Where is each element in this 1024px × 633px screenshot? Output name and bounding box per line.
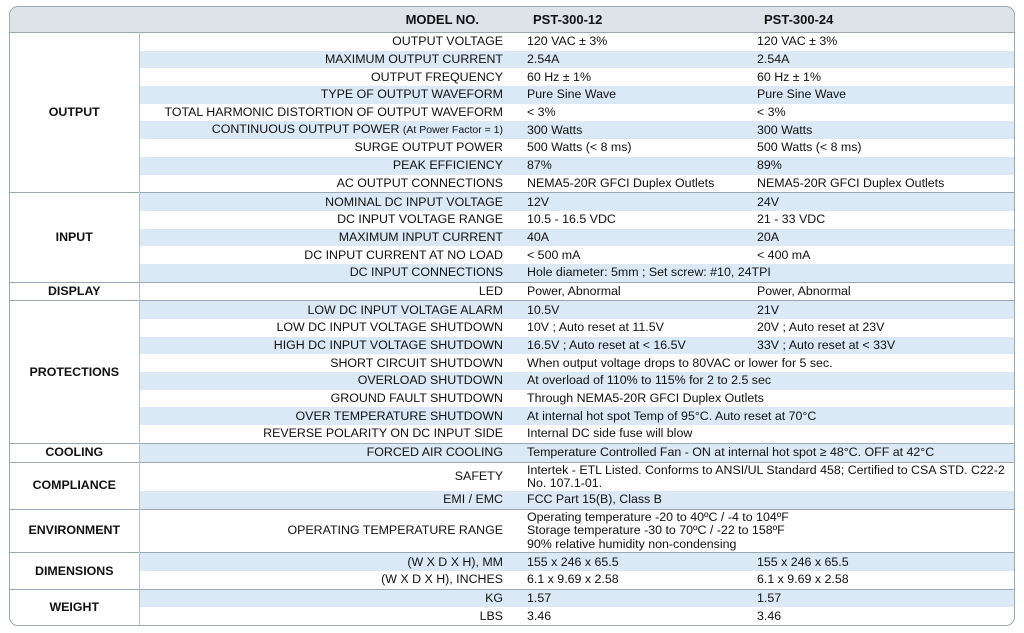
param-text: TYPE OF OUTPUT WAVEFORM bbox=[320, 87, 503, 102]
spec-row-output bbox=[10, 175, 1014, 193]
spec-value-both: Temperature Controlled Fan - ON at internal hot spot ≥ 48°C. OFF at 42°C bbox=[507, 443, 1014, 462]
spec-value-both: When output voltage drops to 80VAC or lower for 5 sec. bbox=[527, 355, 833, 370]
spec-value-model-b: Power, Abnormal bbox=[751, 282, 1014, 301]
spec-row-output bbox=[10, 139, 1014, 157]
param-label bbox=[139, 229, 507, 247]
spec-value-model-a: 10V ; Auto reset at 11.5V bbox=[527, 320, 664, 335]
param-label bbox=[139, 509, 507, 553]
param-label bbox=[139, 607, 507, 625]
param-text: (W X D X H), MM bbox=[407, 554, 503, 569]
spec-row-output bbox=[10, 51, 1014, 69]
specifications-table bbox=[10, 7, 1014, 625]
param-text: LED bbox=[478, 283, 503, 298]
spec-value-both: At internal hot spot Temp of 95°C. Auto reset at 70°C bbox=[507, 407, 1014, 425]
param-text: TOTAL HARMONIC DISTORTION OF OUTPUT WAVEFORM bbox=[164, 105, 503, 120]
spec-value-model-b: 500 Watts (< 8 ms) bbox=[757, 140, 862, 155]
param-text: LOW DC INPUT VOLTAGE SHUTDOWN bbox=[276, 320, 503, 335]
spec-value-line: Storage temperature -30 to 70ºC / -22 to 158ºF bbox=[527, 523, 785, 538]
spec-row-display bbox=[10, 282, 1014, 301]
spec-row-compliance bbox=[10, 462, 1014, 491]
spec-row-compliance bbox=[10, 491, 1014, 509]
group-label-cooling: COOLING bbox=[10, 443, 139, 462]
spec-value-model-a: 1.57 bbox=[507, 589, 751, 607]
header-blank bbox=[10, 7, 139, 33]
param-label bbox=[139, 553, 507, 571]
group-label-display: DISPLAY bbox=[10, 282, 139, 301]
spec-value-model-a: Pure Sine Wave bbox=[507, 86, 751, 104]
param-label bbox=[139, 462, 507, 491]
param-label bbox=[139, 337, 507, 355]
spec-value-both bbox=[507, 509, 1014, 553]
param-text: SHORT CIRCUIT SHUTDOWN bbox=[330, 355, 503, 370]
spec-row-protections bbox=[10, 337, 1014, 355]
param-text: LOW DC INPUT VOLTAGE ALARM bbox=[307, 302, 503, 317]
param-text: NOMINAL DC INPUT VOLTAGE bbox=[325, 194, 503, 209]
param-label bbox=[139, 319, 507, 337]
spec-value-model-a: 12V bbox=[507, 193, 751, 211]
spec-value-both: Through NEMA5-20R GFCI Duplex Outlets bbox=[527, 391, 764, 406]
param-label bbox=[139, 157, 507, 175]
spec-row-cooling bbox=[10, 443, 1014, 462]
spec-value-model-a: 120 VAC ± 3% bbox=[507, 33, 751, 51]
group-label-compliance: COMPLIANCE bbox=[10, 462, 139, 509]
spec-value-both: Internal DC side fuse will blow bbox=[527, 426, 693, 441]
group-label-input: INPUT bbox=[10, 193, 139, 282]
param-text: DC INPUT CURRENT AT NO LOAD bbox=[304, 247, 503, 262]
param-text: OUTPUT VOLTAGE bbox=[392, 34, 503, 49]
spec-value-model-b: 21 - 33 VDC bbox=[757, 212, 826, 227]
param-text: CONTINUOUS OUTPUT POWER bbox=[211, 122, 400, 137]
spec-value-model-a: 40A bbox=[507, 229, 751, 247]
spec-body bbox=[10, 33, 1014, 626]
spec-value-model-a: 300 Watts bbox=[507, 121, 751, 139]
param-text: FORCED AIR COOLING bbox=[366, 445, 503, 460]
param-label bbox=[139, 443, 507, 462]
spec-value-model-b: < 400 mA bbox=[757, 247, 811, 262]
spec-value-model-b: NEMA5-20R GFCI Duplex Outlets bbox=[757, 175, 945, 190]
param-text: KG bbox=[485, 591, 503, 606]
spec-value-model-b: 20V ; Auto reset at 23V bbox=[757, 320, 885, 335]
spec-value-model-b: 120 VAC ± 3% bbox=[751, 33, 1014, 51]
param-label bbox=[139, 86, 507, 104]
spec-value-model-b: 300 Watts bbox=[751, 121, 1014, 139]
spec-row-protections bbox=[10, 354, 1014, 372]
spec-row-weight bbox=[10, 589, 1014, 607]
param-label bbox=[139, 407, 507, 425]
param-label bbox=[139, 33, 507, 51]
spec-row-input bbox=[10, 211, 1014, 229]
spec-value-model-a: Power, Abnormal bbox=[507, 282, 751, 301]
spec-value-model-b: 60 Hz ± 1% bbox=[757, 69, 821, 84]
spec-value-model-a: 10.5 - 16.5 VDC bbox=[527, 212, 616, 227]
spec-row-protections bbox=[10, 372, 1014, 390]
spec-row-output bbox=[10, 33, 1014, 51]
spec-value-both: At overload of 110% to 115% for 2 to 2.5 sec bbox=[507, 372, 1014, 390]
spec-value-both: Intertek - ETL Listed. Conforms to ANSI/UL Standard 458; Certified to CSA STD. C22-2 No. 107.1-01. bbox=[507, 462, 1014, 491]
param-text: DC INPUT CONNECTIONS bbox=[349, 265, 503, 280]
spec-value-model-b: 3.46 bbox=[757, 608, 782, 623]
spec-row-protections bbox=[10, 301, 1014, 319]
param-label bbox=[139, 282, 507, 301]
spec-value-model-b: 155 x 246 x 65.5 bbox=[751, 553, 1014, 571]
param-text: LBS bbox=[479, 608, 503, 623]
param-label bbox=[139, 571, 507, 589]
spec-row-output bbox=[10, 104, 1014, 122]
param-text: MAXIMUM INPUT CURRENT bbox=[338, 229, 503, 244]
param-label bbox=[139, 372, 507, 390]
group-label-output: OUTPUT bbox=[10, 33, 139, 193]
param-label bbox=[139, 104, 507, 122]
group-label-weight: WEIGHT bbox=[10, 589, 139, 625]
spec-value-model-b: < 3% bbox=[757, 105, 786, 120]
spec-value-line: Operating temperature -20 to 40ºC / -4 to 104ºF bbox=[527, 509, 789, 524]
spec-row-input bbox=[10, 246, 1014, 264]
param-label bbox=[139, 354, 507, 372]
spec-value-model-a: 87% bbox=[507, 157, 751, 175]
spec-value-model-b: 20A bbox=[751, 229, 1014, 247]
param-label bbox=[139, 246, 507, 264]
param-label bbox=[139, 175, 507, 193]
spec-value-model-b: 1.57 bbox=[751, 589, 1014, 607]
spec-value-model-a: 3.46 bbox=[527, 608, 552, 623]
param-text: (W X D X H), INCHES bbox=[381, 572, 503, 587]
param-label bbox=[139, 264, 507, 282]
spec-row-weight bbox=[10, 607, 1014, 625]
spec-value-line: 90% relative humidity non-condensing bbox=[527, 536, 737, 551]
spec-row-protections bbox=[10, 319, 1014, 337]
param-text: AC OUTPUT CONNECTIONS bbox=[336, 175, 503, 190]
spec-value-model-b: 21V bbox=[751, 301, 1014, 319]
group-label-environment: ENVIRONMENT bbox=[10, 509, 139, 553]
model-no-label: MODEL NO. bbox=[139, 7, 507, 33]
param-text: REVERSE POLARITY ON DC INPUT SIDE bbox=[263, 426, 503, 441]
spec-row-protections bbox=[10, 390, 1014, 408]
spec-row-input bbox=[10, 264, 1014, 282]
model-b-header: PST-300-24 bbox=[751, 7, 1014, 33]
spec-value-model-b: 89% bbox=[751, 157, 1014, 175]
spec-row-protections bbox=[10, 407, 1014, 425]
param-text: GROUND FAULT SHUTDOWN bbox=[330, 391, 503, 406]
param-label bbox=[139, 51, 507, 69]
spec-row-input bbox=[10, 229, 1014, 247]
group-label-protections: PROTECTIONS bbox=[10, 301, 139, 444]
param-text: OVER TEMPERATURE SHUTDOWN bbox=[295, 408, 503, 423]
param-label bbox=[139, 139, 507, 157]
param-text: EMI / EMC bbox=[443, 492, 503, 507]
group-label-dimensions: DIMENSIONS bbox=[10, 553, 139, 589]
spec-value-model-a: 6.1 x 9.69 x 2.58 bbox=[527, 572, 619, 587]
spec-row-output bbox=[10, 157, 1014, 175]
param-text: OUTPUT FREQUENCY bbox=[371, 69, 503, 84]
param-note: (At Power Factor = 1) bbox=[402, 124, 503, 137]
param-text: OVERLOAD SHUTDOWN bbox=[357, 373, 503, 388]
param-text: SURGE OUTPUT POWER bbox=[354, 140, 503, 155]
spec-value-model-a: 155 x 246 x 65.5 bbox=[507, 553, 751, 571]
param-label bbox=[139, 193, 507, 211]
param-label bbox=[139, 491, 507, 509]
spec-value-model-a: < 500 mA bbox=[527, 247, 581, 262]
spec-row-output bbox=[10, 86, 1014, 104]
spec-row-input bbox=[10, 193, 1014, 211]
spec-row-dimensions bbox=[10, 553, 1014, 571]
spec-value-model-a: 2.54A bbox=[507, 51, 751, 69]
param-text: MAXIMUM OUTPUT CURRENT bbox=[324, 52, 503, 67]
param-text: PEAK EFFICIENCY bbox=[392, 158, 503, 173]
param-label bbox=[139, 390, 507, 408]
param-label bbox=[139, 589, 507, 607]
spec-table-frame bbox=[9, 6, 1015, 626]
model-a-header: PST-300-12 bbox=[507, 7, 751, 33]
header-row bbox=[10, 7, 1014, 33]
spec-value-model-b: 2.54A bbox=[751, 51, 1014, 69]
spec-row-output bbox=[10, 121, 1014, 139]
param-label bbox=[139, 68, 507, 86]
param-text: SAFETY bbox=[454, 469, 503, 484]
spec-value-both: Hole diameter: 5mm ; Set screw: #10, 24TPI bbox=[507, 264, 1014, 282]
param-label bbox=[139, 121, 507, 139]
param-text: HIGH DC INPUT VOLTAGE SHUTDOWN bbox=[273, 338, 503, 353]
spec-value-both: FCC Part 15(B), Class B bbox=[507, 491, 1014, 509]
spec-value-model-b: 6.1 x 9.69 x 2.58 bbox=[757, 572, 849, 587]
param-label bbox=[139, 425, 507, 443]
spec-value-model-b: 33V ; Auto reset at < 33V bbox=[751, 337, 1014, 355]
spec-value-model-b: 24V bbox=[751, 193, 1014, 211]
param-label bbox=[139, 211, 507, 229]
spec-value-model-a: NEMA5-20R GFCI Duplex Outlets bbox=[527, 175, 715, 190]
spec-value-model-a: < 3% bbox=[527, 105, 556, 120]
spec-row-protections bbox=[10, 425, 1014, 443]
spec-row-output bbox=[10, 68, 1014, 86]
param-text: OPERATING TEMPERATURE RANGE bbox=[287, 523, 503, 538]
spec-row-environment bbox=[10, 509, 1014, 553]
spec-row-dimensions bbox=[10, 571, 1014, 589]
param-text: DC INPUT VOLTAGE RANGE bbox=[337, 212, 503, 227]
spec-value-model-a: 16.5V ; Auto reset at < 16.5V bbox=[507, 337, 751, 355]
spec-value-model-b: Pure Sine Wave bbox=[751, 86, 1014, 104]
spec-value-model-a: 10.5V bbox=[507, 301, 751, 319]
param-label bbox=[139, 301, 507, 319]
spec-value-model-a: 500 Watts (< 8 ms) bbox=[527, 140, 632, 155]
spec-value-model-a: 60 Hz ± 1% bbox=[527, 69, 591, 84]
